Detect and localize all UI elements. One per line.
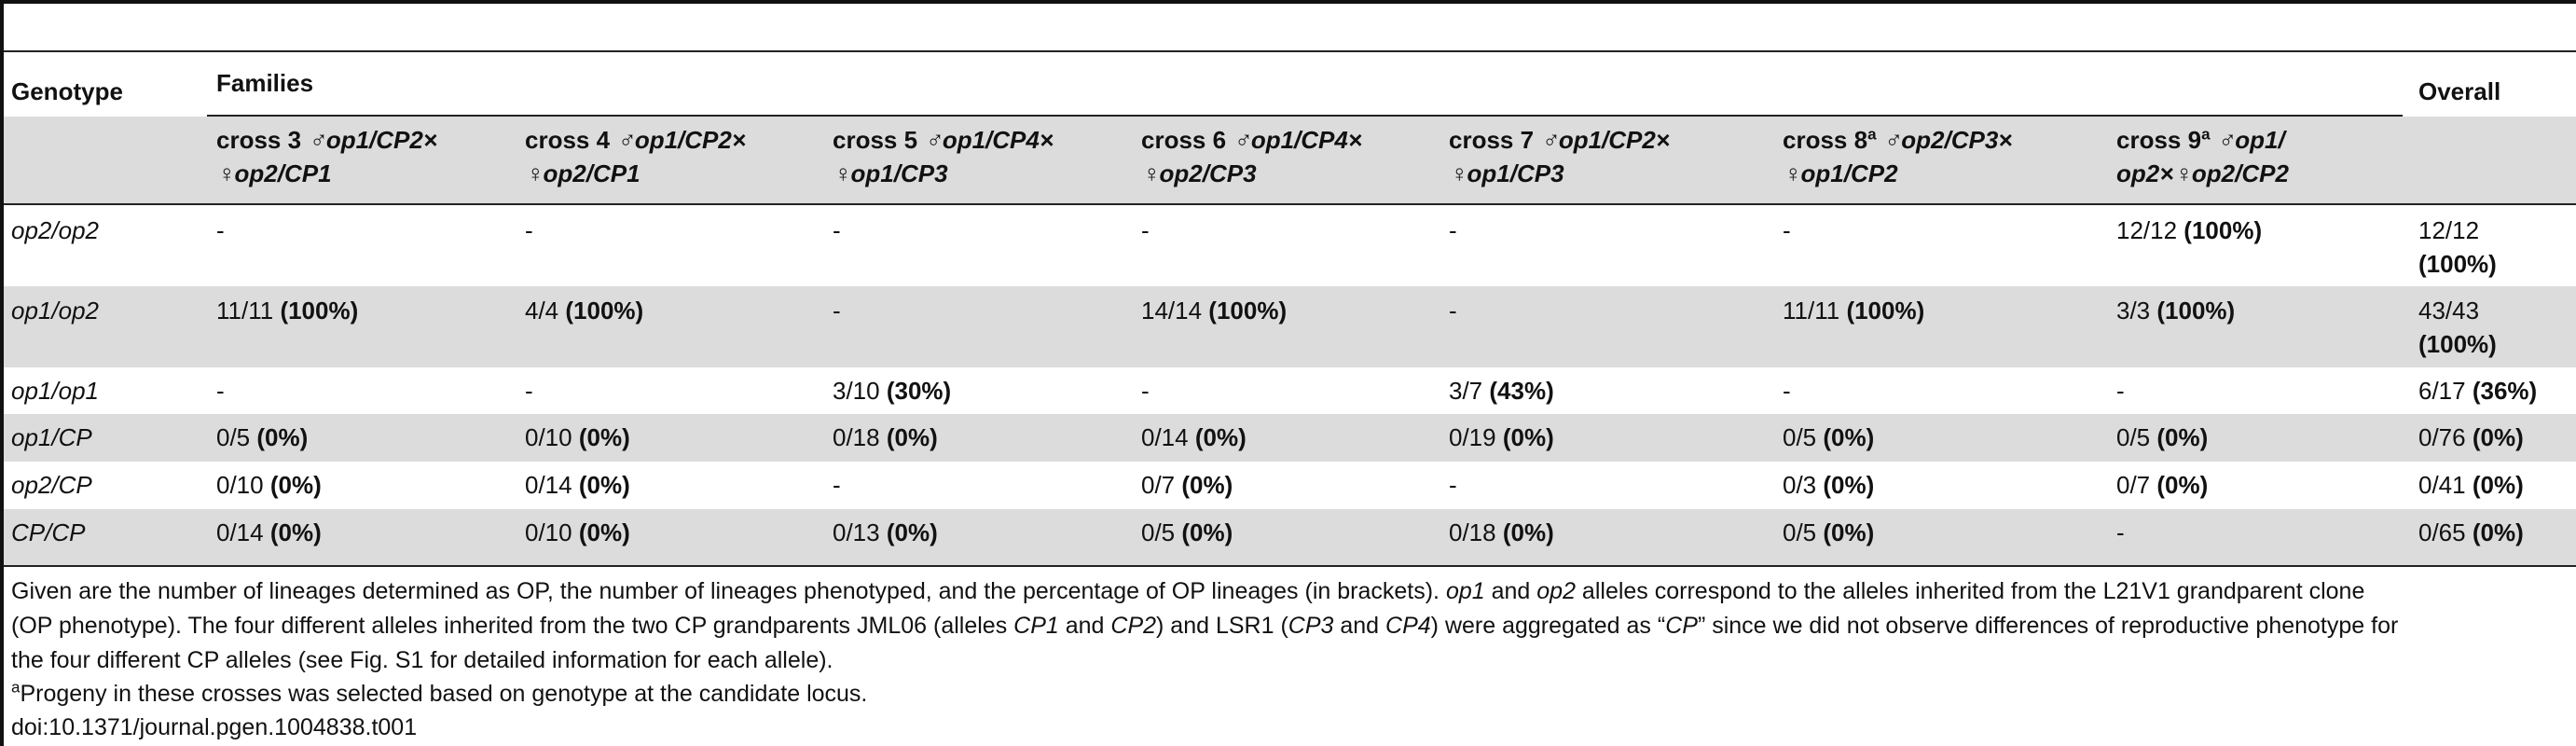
cross-header	[216, 123, 437, 190]
value-cell: 0/5 (0%)	[1141, 518, 1233, 546]
percent: (0%)	[578, 518, 630, 546]
overall-percent: (36%)	[2472, 377, 2538, 405]
value-cell: 0/18 (0%)	[1449, 518, 1554, 546]
value-cell: 0/7 (0%)	[2116, 471, 2209, 499]
value-cell: 0/10 (0%)	[525, 423, 630, 451]
value-cell: 0/5 (0%)	[1783, 423, 1875, 451]
value-cell: 0/7 (0%)	[1141, 471, 1233, 499]
percent: (43%)	[1489, 377, 1554, 405]
parent-1: ♂op1/CP2×	[1540, 126, 1671, 154]
value-cell: 0/14 (0%)	[216, 518, 322, 546]
cross-header-line-2: ♀op1/CP3	[833, 159, 948, 187]
overall-percent: (0%)	[2472, 518, 2524, 546]
parent-1: ♂op1/CP4×	[1233, 126, 1363, 154]
value-cell: -	[1141, 216, 1150, 244]
genotype-header: Genotype	[11, 77, 123, 105]
families-header: Families	[216, 69, 314, 97]
cross-header-line-2: ♀op1/CP3	[1449, 159, 1564, 187]
header-rule	[4, 50, 2576, 52]
percent: (0%)	[1181, 471, 1233, 499]
percent: (0%)	[256, 423, 309, 451]
value-cell: -	[216, 377, 225, 405]
value-cell: -	[1783, 377, 1791, 405]
genotype-cell: op1/op2	[11, 297, 99, 325]
value-cell: 3/7 (43%)	[1449, 377, 1554, 405]
footnote-line-1: Given are the number of lineages determined as OP, the number of lineages phenotyped, and the percentage of OP lineages (in brackets). op1 and op2 alleles correspond to the alleles inherited from the L21V1 grandparent clone	[11, 578, 2365, 604]
percent: (0%)	[1502, 518, 1554, 546]
value-cell: 0/5 (0%)	[2116, 423, 2209, 451]
value-cell: -	[1783, 216, 1791, 244]
value-cell: 0/18 (0%)	[833, 423, 938, 451]
cross-header	[2116, 123, 2289, 190]
overall-cell: 0/41 (0%)	[2418, 471, 2524, 499]
value-cell: -	[833, 297, 841, 325]
percent: (0%)	[1823, 423, 1875, 451]
value-cell: 3/10 (30%)	[833, 377, 952, 405]
percent: (100%)	[2156, 297, 2236, 325]
overall-percent: (100%)	[2418, 330, 2497, 358]
cross-label: cross 9	[2116, 126, 2202, 154]
overall-cell: 0/65 (0%)	[2418, 518, 2524, 546]
value-cell: -	[1449, 471, 1457, 499]
cross-header	[1141, 123, 1362, 190]
overall-percent: (0%)	[2472, 471, 2524, 499]
footnote-selection: $^a$Progeny in these crosses was selected based on genotype at the candidate locus.	[11, 678, 868, 707]
cross-header	[525, 123, 746, 190]
cross-header-line-1	[833, 123, 1054, 157]
genotype-cell: op1/CP	[11, 423, 92, 451]
percent: (0%)	[269, 518, 322, 546]
overall-header: Overall	[2418, 77, 2501, 105]
percent: (100%)	[2183, 216, 2263, 244]
footnote-line-2: (OP phenotype). The four different alleles inherited from the two CP grandparents JML06 (alleles CP1 and CP2) and LSR1 (CP3 and CP4) were aggregated as “CP” since we did not observe differences of reproductive phenotype for	[11, 613, 2399, 639]
value-cell: 0/5 (0%)	[216, 423, 309, 451]
value-cell: 0/3 (0%)	[1783, 471, 1875, 499]
cross-header-line-1	[1141, 123, 1362, 157]
value-cell: 0/5 (0%)	[1783, 518, 1875, 546]
value-cell: -	[1141, 377, 1150, 405]
parent-1: ♂op1/CP2×	[616, 126, 747, 154]
overall-cell: 12/12 (100%)	[2418, 216, 2497, 278]
cross-header	[1783, 123, 2013, 190]
value-cell: -	[216, 216, 225, 244]
value-cell: -	[2116, 518, 2125, 546]
value-cell: 0/10 (0%)	[216, 471, 322, 499]
parent-1: ♂op2/CP3×	[1882, 126, 2013, 154]
genotype-cell: op2/op2	[11, 216, 99, 244]
percent: (30%)	[886, 377, 952, 405]
percent: (0%)	[2156, 423, 2209, 451]
value-cell: 0/14 (0%)	[1141, 423, 1247, 451]
value-cell: 0/13 (0%)	[833, 518, 938, 546]
percent: (100%)	[280, 297, 359, 325]
left-border	[0, 0, 4, 746]
percent: (100%)	[1208, 297, 1288, 325]
row-band	[4, 509, 2576, 565]
parent-1: ♂op1/	[2216, 126, 2285, 154]
cross-label: cross 5	[833, 126, 918, 154]
cross-header-line-1	[1449, 123, 1670, 157]
percent: (0%)	[1823, 518, 1875, 546]
overall-percent: (100%)	[2418, 250, 2497, 278]
cross-header-line-1	[1783, 123, 2013, 157]
value-cell: 3/3 (100%)	[2116, 297, 2236, 325]
cross-header	[833, 123, 1054, 190]
cross-header-line-2: ♀op2/CP1	[216, 159, 332, 187]
value-cell: -	[1449, 216, 1457, 244]
percent: (0%)	[578, 471, 630, 499]
overall-cell: 43/43 (100%)	[2418, 297, 2497, 358]
percent: (0%)	[578, 423, 630, 451]
percent: (0%)	[1194, 423, 1247, 451]
overall-cell: 6/17 (36%)	[2418, 377, 2538, 405]
cross-label: cross 6	[1141, 126, 1227, 154]
value-cell: -	[525, 377, 533, 405]
doi-line: doi:10.1371/journal.pgen.1004838.t001	[11, 714, 418, 740]
top-rule	[4, 0, 2576, 4]
genotype-cell: op1/op1	[11, 377, 99, 405]
value-cell: 4/4 (100%)	[525, 297, 644, 325]
cross-header-line-2: ♀op2/CP3	[1141, 159, 1257, 187]
bottom-rule	[4, 565, 2576, 567]
value-cell: -	[1449, 297, 1457, 325]
percent: (0%)	[269, 471, 322, 499]
value-cell: 14/14 (100%)	[1141, 297, 1288, 325]
genotype-cell: CP/CP	[11, 518, 86, 546]
cross-header-line-2: op2×♀op2/CP2	[2116, 159, 2289, 187]
cross-label: cross 7	[1449, 126, 1535, 154]
value-cell: 0/10 (0%)	[525, 518, 630, 546]
cross-header-line-1	[525, 123, 746, 157]
value-cell: 11/11 (100%)	[1783, 297, 1925, 325]
cross-header-line-1	[2116, 123, 2289, 157]
overall-percent: (0%)	[2472, 423, 2524, 451]
cross-footnote-marker: a	[2201, 125, 2211, 144]
cross-label: cross 8	[1783, 126, 1868, 154]
percent: (100%)	[1846, 297, 1925, 325]
footnote-line-3: the four different CP alleles (see Fig. S1 for detailed information for each allele).	[11, 647, 833, 673]
cross-header-line-2: ♀op1/CP2	[1783, 159, 1898, 187]
percent: (0%)	[2156, 471, 2209, 499]
value-cell: 11/11 (100%)	[216, 297, 359, 325]
value-cell: -	[525, 216, 533, 244]
parent-1: ♂op1/CP2×	[308, 126, 438, 154]
value-cell: 12/12 (100%)	[2116, 216, 2263, 244]
value-cell: -	[833, 471, 841, 499]
value-cell: 0/14 (0%)	[525, 471, 630, 499]
overall-cell: 0/76 (0%)	[2418, 423, 2524, 451]
value-cell: -	[833, 216, 841, 244]
genotype-cell: op2/CP	[11, 471, 92, 499]
parent-1: ♂op1/CP4×	[924, 126, 1054, 154]
percent: (0%)	[1502, 423, 1554, 451]
cross-footnote-marker: a	[1867, 125, 1877, 144]
value-cell: -	[2116, 377, 2125, 405]
cross-header-line-1	[216, 123, 437, 157]
cross-label: cross 3	[216, 126, 302, 154]
percent: (100%)	[565, 297, 644, 325]
percent: (0%)	[1181, 518, 1233, 546]
body-rule	[4, 203, 2576, 205]
cross-header	[1449, 123, 1670, 190]
percent: (0%)	[886, 518, 938, 546]
cross-label: cross 4	[525, 126, 611, 154]
cross-header-line-2: ♀op2/CP1	[525, 159, 641, 187]
families-rule	[207, 115, 2403, 117]
percent: (0%)	[1823, 471, 1875, 499]
percent: (0%)	[886, 423, 938, 451]
value-cell: 0/19 (0%)	[1449, 423, 1554, 451]
